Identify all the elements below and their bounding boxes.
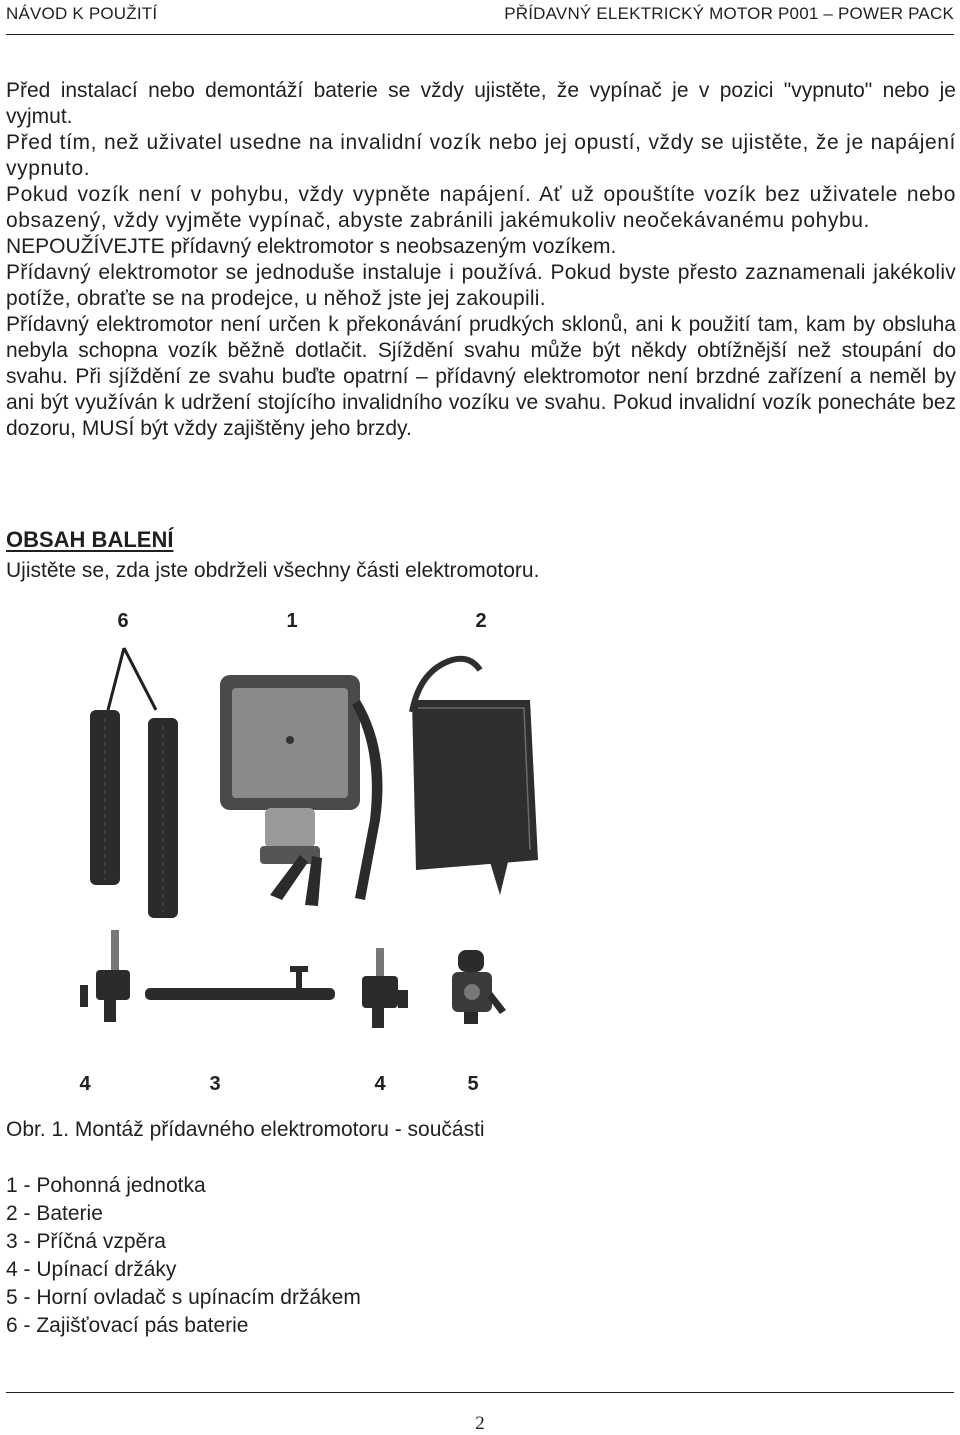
intro-paragraph-6: Přídavný elektromotor není určen k překonávání prudkých sklonů, ani k použití tam, kam by obsluha nebyla schopna vozík běžně dotlačit. Sjíždění svahu může být někdy obtížnější než stoupání do svahu. Při sjíždění ze svahu buďte opatrní – přídavný elektromotor není brzdné zařízení a neměl by ani být využíván k udržení stojícího invalidního vozíku ve svahu. Pokud invalidní vozík ponecháte bez dozoru, MUSÍ být vždy zajištěny jeho brzdy. bbox=[6, 313, 956, 440]
header-right-title: PŘÍDAVNÝ ELEKTRICKÝ MOTOR P001 – POWER PACK bbox=[504, 4, 954, 23]
intro-paragraph-3: Pokud vozík není v pohybu, vždy vypněte napájení. Ať už opouštíte vozík bez uživatele nebo obsazený, vždy vyjměte vypínač, abyste zabránili jakémukoliv neočekávanému pohybu. bbox=[6, 183, 956, 232]
drive-unit-illustration bbox=[220, 675, 383, 906]
parts-list bbox=[6, 1172, 361, 1340]
page-number: 2 bbox=[475, 1413, 485, 1434]
figure-label-6: 6 bbox=[117, 610, 129, 632]
list-item: 2 - Baterie bbox=[6, 1202, 103, 1225]
strap-illustration bbox=[90, 648, 178, 918]
figure-label-4-right: 4 bbox=[374, 1073, 386, 1095]
figure-caption: Obr. 1. Montáž přídavného elektromotoru - součásti bbox=[6, 1118, 485, 1141]
figure-label-3: 3 bbox=[209, 1073, 221, 1095]
list-item: 1 - Pohonná jednotka bbox=[6, 1174, 206, 1197]
intro-paragraph-5: Přídavný elektromotor se jednoduše instaluje i používá. Pokud byste přesto zaznamenali jakékoliv potíže, obraťte se na prodejce, u něhož jste jej zakoupili. bbox=[6, 261, 956, 310]
intro-text bbox=[6, 78, 956, 442]
crossbar-illustration bbox=[145, 966, 335, 1000]
battery-bag-illustration bbox=[412, 659, 538, 895]
footer-divider bbox=[6, 1392, 954, 1393]
section-title: OBSAH BALENÍ bbox=[6, 527, 174, 552]
list-item: 4 - Upínací držáky bbox=[6, 1258, 177, 1281]
figure-label-1: 1 bbox=[286, 610, 298, 632]
page-header bbox=[6, 0, 954, 35]
intro-paragraph-2: Před tím, než uživatel usedne na invalidní vozík nebo jej opustí, vždy se ujistěte, že je napájení vypnuto. bbox=[6, 131, 956, 180]
figure-label-5: 5 bbox=[467, 1073, 479, 1095]
figure-label-4-left: 4 bbox=[79, 1073, 91, 1095]
clamp-left-illustration bbox=[80, 930, 130, 1022]
list-item: 3 - Příčná vzpěra bbox=[6, 1230, 166, 1253]
list-item: 6 - Zajišťovací pás baterie bbox=[6, 1314, 249, 1337]
intro-paragraph-1: Před instalací nebo demontáží baterie se vždy ujistěte, že vypínač je v pozici "vypnuto" nebo je vyjmut. bbox=[6, 79, 956, 128]
parts-figure bbox=[60, 600, 540, 1100]
control-unit-illustration bbox=[452, 950, 506, 1024]
list-item: 5 - Horní ovladač s upínacím držákem bbox=[6, 1286, 361, 1309]
intro-paragraph-4: NEPOUŽÍVEJTE přídavný elektromotor s neobsazeným vozíkem. bbox=[6, 235, 617, 258]
clamp-right-illustration bbox=[362, 948, 408, 1028]
figure-label-2: 2 bbox=[475, 610, 487, 632]
header-left-title: NÁVOD K POUŽITÍ bbox=[6, 4, 158, 23]
section-subtitle: Ujistěte se, zda jste obdrželi všechny části elektromotoru. bbox=[6, 559, 540, 582]
